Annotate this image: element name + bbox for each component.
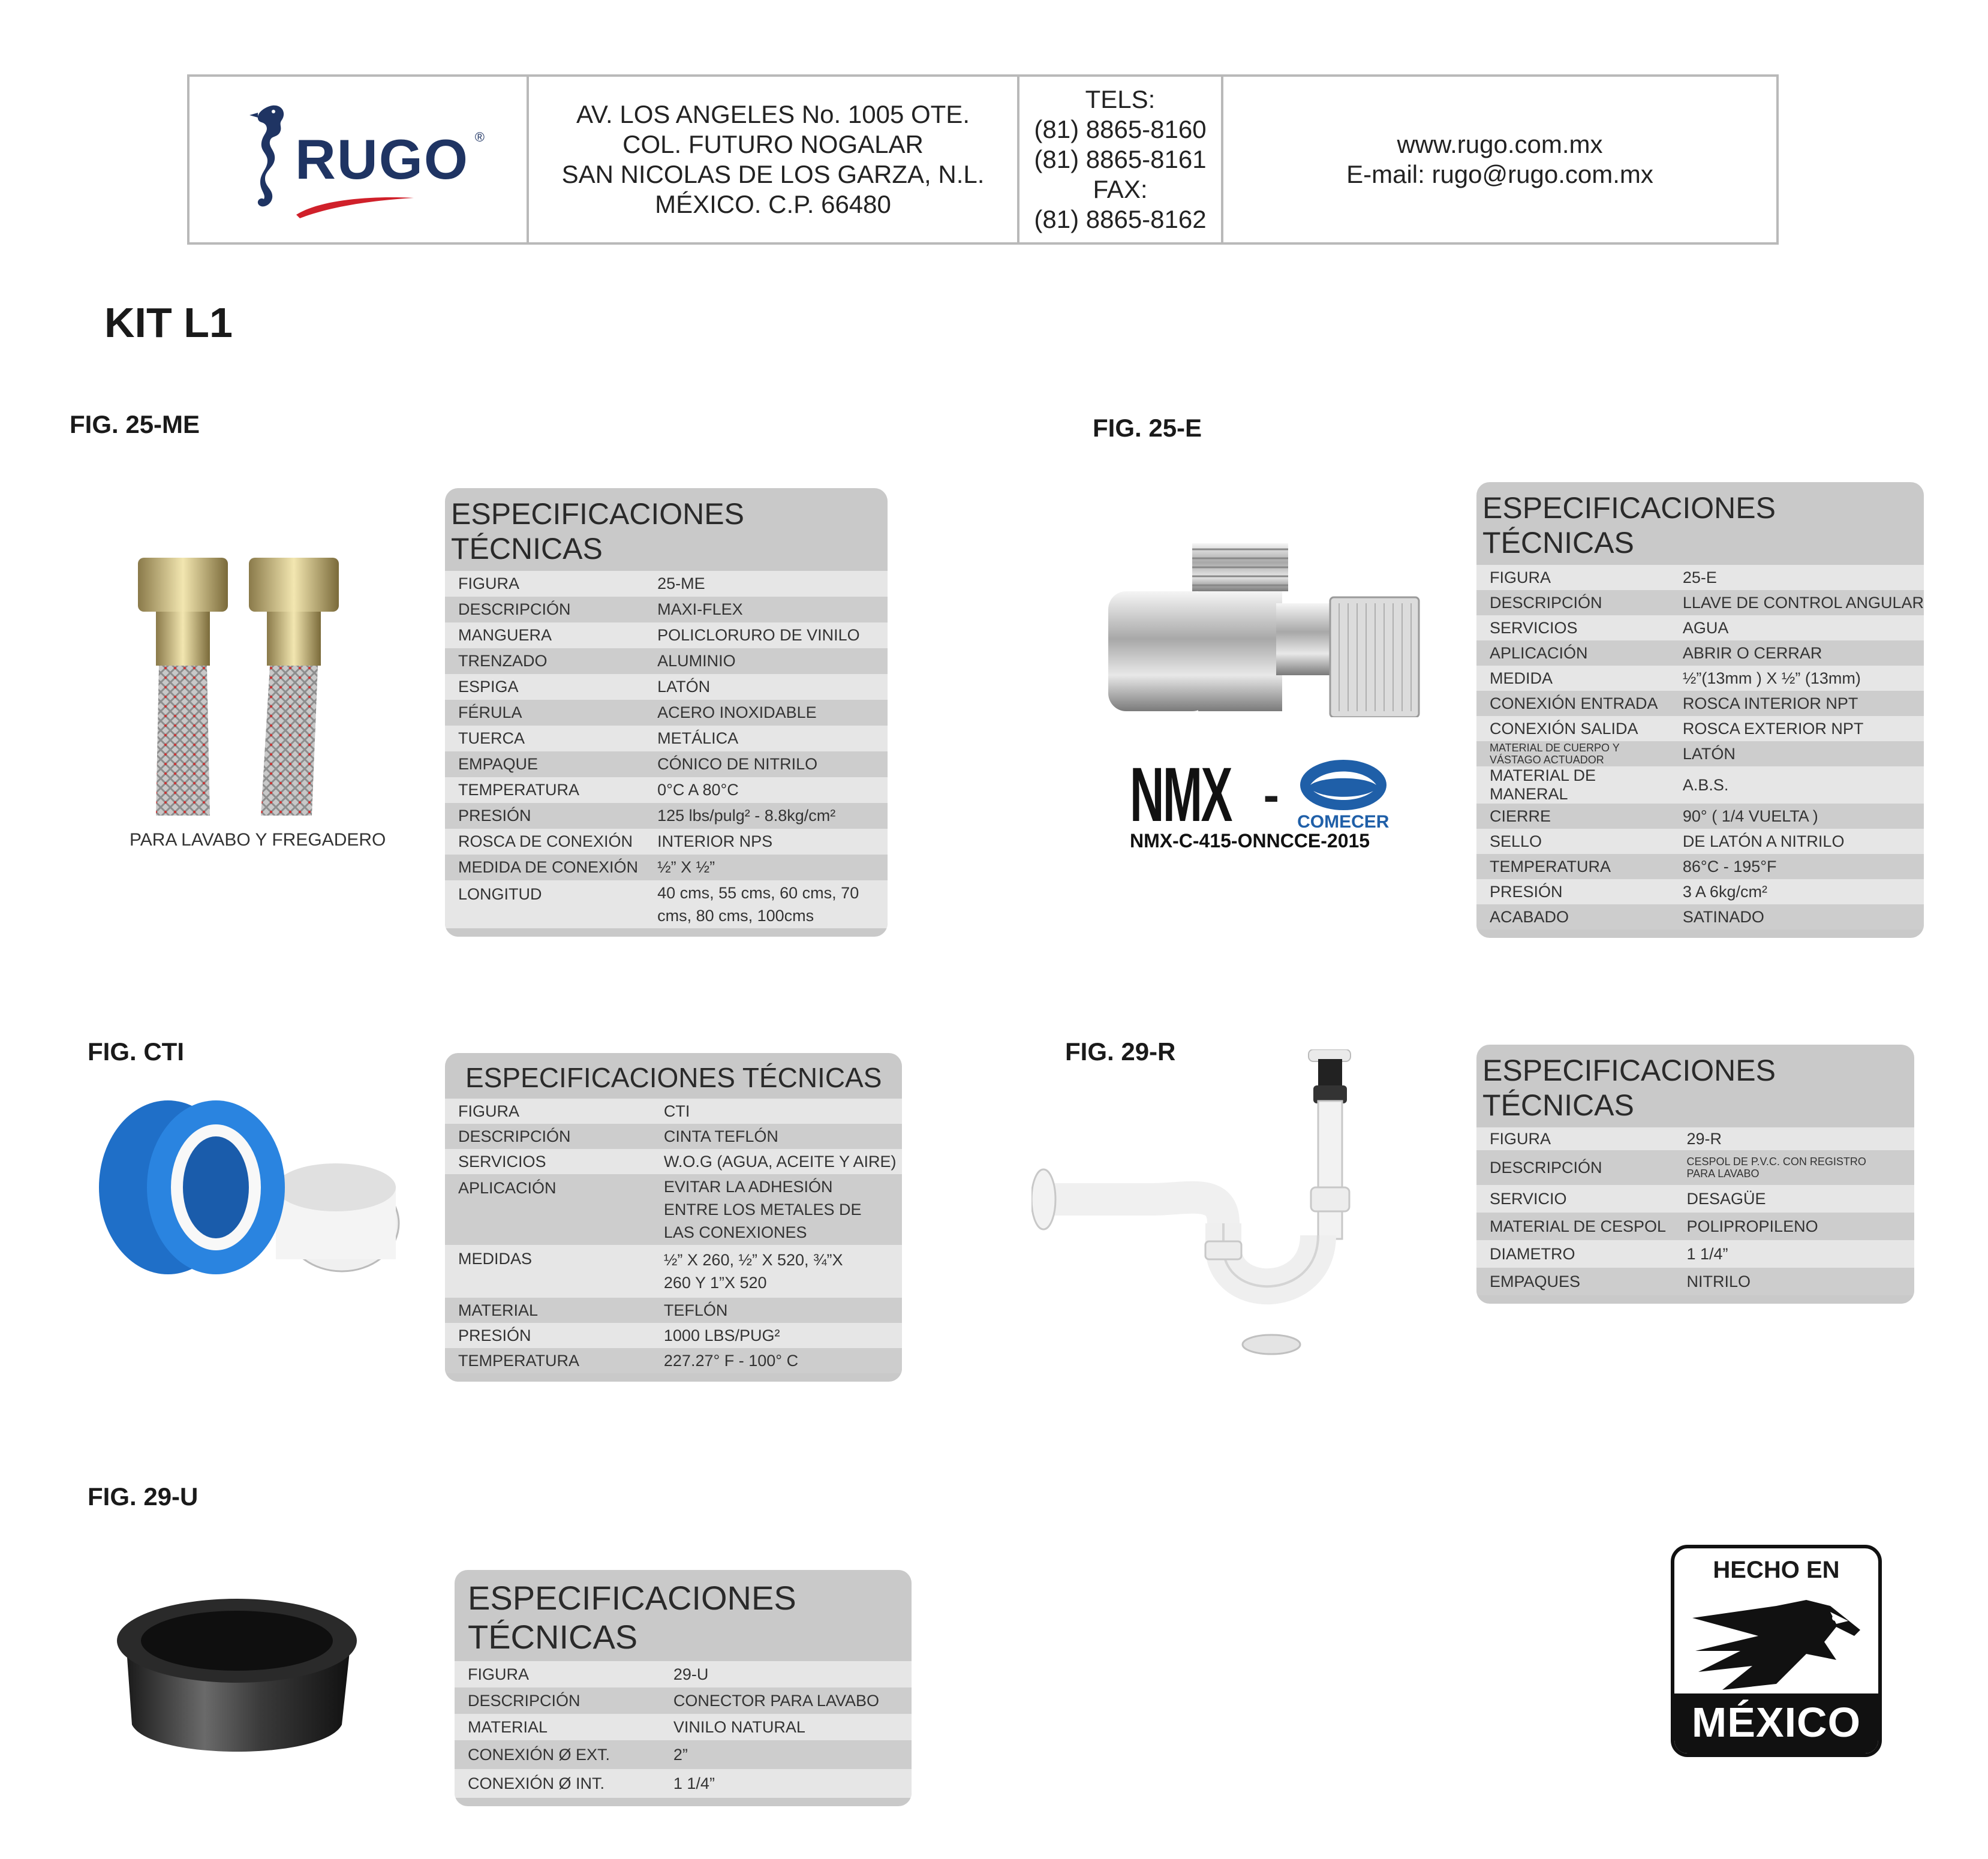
- spec-heading: ESPECIFICACIONES TÉCNICAS: [451, 497, 744, 565]
- table-row: [445, 1124, 902, 1149]
- spec-value: TEFLÓN: [651, 1298, 902, 1323]
- address-cell: [529, 77, 1019, 242]
- fig-25e-label: FIG. 25-E: [1093, 414, 1202, 442]
- table-row: [445, 829, 888, 855]
- table-row: [445, 726, 888, 751]
- fig-cti-label: FIG. CTI: [88, 1037, 184, 1066]
- table-row: [445, 1348, 902, 1373]
- spec-value: 1 1/4”: [660, 1769, 912, 1798]
- tels-label: TELS:: [1085, 85, 1156, 113]
- spec-value: MAXI-FLEX: [644, 597, 888, 622]
- table-row: [1476, 1150, 1914, 1185]
- spec-key: DESCRIPCIÓN: [445, 1124, 651, 1149]
- table-row: [1476, 804, 1924, 829]
- spec-rows-29r: [1476, 1127, 1914, 1295]
- table-row: [445, 751, 888, 777]
- table-row: [445, 855, 888, 880]
- rugo-logo: [247, 100, 485, 219]
- table-row: [445, 648, 888, 674]
- spec-value: 25-E: [1670, 565, 1924, 590]
- table-row: [445, 674, 888, 700]
- spec-key: APLICACIÓN: [1476, 640, 1670, 666]
- hecho-en-text: HECHO EN: [1713, 1557, 1840, 1583]
- table-row: [1476, 691, 1924, 716]
- registered-mark: ®: [474, 130, 485, 145]
- phone-1: (81) 8865-8160: [1034, 115, 1207, 143]
- p-trap-image: [1031, 1049, 1379, 1373]
- spec-key: MATERIAL: [445, 1298, 651, 1323]
- table-row: [445, 1174, 902, 1245]
- spec-key: MANGUERA: [445, 622, 644, 648]
- spec-value: ½”(13mm ) X ½” (13mm): [1670, 666, 1924, 691]
- table-row: [455, 1687, 912, 1714]
- spec-key: SELLO: [1476, 829, 1670, 854]
- table-row: [445, 777, 888, 803]
- spec-key: ACABADO: [1476, 904, 1670, 930]
- fig-29u-label: FIG. 29-U: [88, 1482, 199, 1511]
- spec-rows-25e: [1476, 565, 1924, 930]
- fax-number: (81) 8865-8162: [1034, 205, 1207, 233]
- spec-value: 0°C A 80°C: [644, 777, 888, 803]
- logo-wordmark: RUGO: [295, 128, 469, 191]
- table-row: [1476, 565, 1924, 590]
- spec-key: TEMPERATURA: [1476, 854, 1670, 879]
- spec-key: FIGURA: [1476, 565, 1670, 590]
- logo-cell: [190, 77, 529, 242]
- spec-key: PRESIÓN: [1476, 879, 1670, 904]
- rubber-connector-image: [114, 1581, 360, 1767]
- spec-key: TEMPERATURA: [445, 777, 644, 803]
- spec-value: 1 1/4”: [1674, 1240, 1915, 1268]
- address-line-2: COL. FUTURO NOGALAR: [622, 130, 924, 158]
- spec-value: POLIPROPILENO: [1674, 1213, 1915, 1240]
- spec-table-29u: [455, 1570, 912, 1806]
- table-row: [455, 1661, 912, 1687]
- table-row: [445, 1323, 902, 1348]
- spec-value: ALUMINIO: [644, 648, 888, 674]
- spec-heading: ESPECIFICACIONES TÉCNICAS: [1482, 1054, 1776, 1122]
- table-row: [1476, 829, 1924, 854]
- table-row: [1476, 854, 1924, 879]
- spec-key: SERVICIOS: [1476, 615, 1670, 640]
- spec-key: CIERRE: [1476, 804, 1670, 829]
- spec-rows-cti: [445, 1099, 902, 1373]
- spec-key: MEDIDA DE CONEXIÓN: [445, 855, 644, 880]
- spec-value: AGUA: [1670, 615, 1924, 640]
- spec-value: 90° ( 1/4 VUELTA ): [1670, 804, 1924, 829]
- table-row: [445, 622, 888, 648]
- address-line-1: AV. LOS ANGELES No. 1005 OTE.: [576, 100, 970, 128]
- table-row: [445, 1298, 902, 1323]
- spec-heading: ESPECIFICACIONES TÉCNICAS: [1482, 491, 1776, 559]
- spec-value: 29-U: [660, 1661, 912, 1687]
- spec-value: NITRILO: [1674, 1268, 1915, 1295]
- spec-value: DE LATÓN A NITRILO: [1670, 829, 1924, 854]
- nmx-dash: -: [1263, 768, 1280, 822]
- spec-key: EMPAQUE: [445, 751, 644, 777]
- fig-29r-label: FIG. 29-R: [1065, 1037, 1176, 1066]
- spec-key: MATERIAL DE CUERPO Y VÁSTAGO ACTUADOR: [1476, 741, 1670, 766]
- spec-key: CONEXIÓN Ø INT.: [455, 1769, 660, 1798]
- website-link[interactable]: www.rugo.com.mx: [1397, 130, 1603, 158]
- table-row: [1476, 666, 1924, 691]
- spec-key: TUERCA: [445, 726, 644, 751]
- table-row: [1476, 904, 1924, 930]
- spec-key: DESCRIPCIÓN: [445, 597, 644, 622]
- spec-key: DESCRIPCIÓN: [1476, 1150, 1674, 1185]
- spec-key: LONGITUD: [445, 880, 644, 928]
- spec-value: ½” X ½”: [644, 855, 888, 880]
- spec-value: ROSCA EXTERIOR NPT: [1670, 716, 1924, 741]
- spec-value: CESPOL DE P.V.C. CON REGISTRO PARA LAVABO: [1674, 1150, 1915, 1185]
- table-row: [455, 1769, 912, 1798]
- spec-rows-29u: [455, 1661, 912, 1798]
- spec-key: ESPIGA: [445, 674, 644, 700]
- spec-key: SERVICIOS: [445, 1149, 651, 1174]
- table-row: [445, 1245, 902, 1298]
- table-row: [445, 1149, 902, 1174]
- spec-key: MATERIAL DE CESPOL: [1476, 1213, 1674, 1240]
- spec-value: 2”: [660, 1740, 912, 1769]
- nmx-logo: [1130, 751, 1389, 839]
- table-row: [1476, 1268, 1914, 1295]
- spec-key: PRESIÓN: [445, 803, 644, 829]
- spec-value: CTI: [651, 1099, 902, 1124]
- spec-value: 25-ME: [644, 571, 888, 597]
- address-line-3: SAN NICOLAS DE LOS GARZA, N.L.: [561, 160, 985, 188]
- spec-key: CONEXIÓN ENTRADA: [1476, 691, 1670, 716]
- spec-key: CONEXIÓN SALIDA: [1476, 716, 1670, 741]
- table-row: [445, 880, 888, 928]
- spec-key: CONEXIÓN Ø EXT.: [455, 1740, 660, 1769]
- spec-table-cti: [445, 1053, 902, 1382]
- spec-value: ACERO INOXIDABLE: [644, 700, 888, 726]
- spec-key: FIGURA: [455, 1661, 660, 1687]
- seahorse-icon: [247, 100, 289, 219]
- spec-rows-25me: [445, 571, 888, 928]
- mexico-text: MÉXICO: [1674, 1693, 1878, 1753]
- fig-25me-label: FIG. 25-ME: [70, 410, 200, 438]
- spec-key: TEMPERATURA: [445, 1348, 651, 1373]
- spec-value: A.B.S.: [1670, 766, 1924, 804]
- spec-heading: ESPECIFICACIONES TÉCNICAS: [468, 1579, 796, 1656]
- spec-key: DIAMETRO: [1476, 1240, 1674, 1268]
- address-line-4: MÉXICO. C.P. 66480: [655, 190, 891, 218]
- spec-key: MATERIAL DE MANERAL: [1476, 766, 1670, 804]
- spec-value: ABRIR O CERRAR: [1670, 640, 1924, 666]
- spec-value: INTERIOR NPS: [644, 829, 888, 855]
- table-row: [1476, 615, 1924, 640]
- spec-key: ROSCA DE CONEXIÓN: [445, 829, 644, 855]
- spec-value: W.O.G (AGUA, ACEITE Y AIRE): [651, 1149, 902, 1174]
- table-row: [1476, 1185, 1914, 1213]
- table-row: [1476, 640, 1924, 666]
- table-row: [445, 1099, 902, 1124]
- spec-value: 1000 LBS/PUG²: [651, 1323, 902, 1348]
- hose-caption: PARA LAVABO Y FREGADERO: [130, 830, 386, 850]
- spec-key: EMPAQUES: [1476, 1268, 1674, 1295]
- spec-value: 227.27° F - 100° C: [651, 1348, 902, 1373]
- phone-cell: [1019, 77, 1223, 242]
- table-row: [445, 597, 888, 622]
- spec-value: 40 cms, 55 cms, 60 cms, 70 cms, 80 cms, 100cms: [644, 880, 888, 928]
- spec-value: LLAVE DE CONTROL ANGULAR: [1670, 590, 1924, 615]
- spec-key: TRENZADO: [445, 648, 644, 674]
- spec-key: MEDIDAS: [445, 1245, 651, 1298]
- comecer-logo: [1297, 758, 1389, 832]
- spec-table-25e: [1476, 482, 1924, 938]
- spec-table-29r: [1476, 1045, 1914, 1304]
- spec-key: PRESIÓN: [445, 1323, 651, 1348]
- spec-value: EVITAR LA ADHESIÓN ENTRE LOS METALES DE LAS CONEXIONES: [651, 1174, 902, 1245]
- red-swoosh-icon: [295, 194, 415, 218]
- spec-value: CONECTOR PARA LAVABO: [660, 1687, 912, 1714]
- spec-value: 3 A 6kg/cm²: [1670, 879, 1924, 904]
- spec-key: DESCRIPCIÓN: [455, 1687, 660, 1714]
- spec-value: 125 lbs/pulg² - 8.8kg/cm²: [644, 803, 888, 829]
- table-row: [1476, 766, 1924, 804]
- table-row: [445, 803, 888, 829]
- table-row: [1476, 590, 1924, 615]
- spec-key: SERVICIO: [1476, 1185, 1674, 1213]
- nmx-wordmark: NMX: [1130, 752, 1231, 838]
- spec-value: VINILO NATURAL: [660, 1714, 912, 1740]
- eagle-icon: [1686, 1594, 1872, 1696]
- spec-key: FÉRULA: [445, 700, 644, 726]
- email-link[interactable]: E-mail: rugo@rugo.com.mx: [1346, 160, 1653, 188]
- page-title: KIT L1: [104, 299, 233, 346]
- hecho-en-mexico-badge: [1671, 1545, 1882, 1757]
- spec-value: CÓNICO DE NITRILO: [644, 751, 888, 777]
- hose-image: [132, 558, 348, 822]
- spec-key: APLICACIÓN: [445, 1174, 651, 1245]
- spec-value: METÁLICA: [644, 726, 888, 751]
- spec-table-25me: [445, 488, 888, 937]
- spec-value: ROSCA INTERIOR NPT: [1670, 691, 1924, 716]
- table-row: [455, 1740, 912, 1769]
- nmx-standard-code: NMX-C-415-ONNCCE-2015: [1130, 830, 1370, 852]
- spec-value: SATINADO: [1670, 904, 1924, 930]
- web-cell: [1223, 77, 1776, 242]
- spec-value: LATÓN: [644, 674, 888, 700]
- angle-valve-image: [1108, 543, 1420, 717]
- spec-value: DESAGÜE: [1674, 1185, 1915, 1213]
- spec-key: FIGURA: [445, 571, 644, 597]
- phone-2: (81) 8865-8161: [1034, 145, 1207, 173]
- spec-value: POLICLORURO DE VINILO: [644, 622, 888, 648]
- fax-label: FAX:: [1093, 175, 1148, 203]
- table-row: [445, 700, 888, 726]
- table-row: [1476, 741, 1924, 766]
- spec-key: MATERIAL: [455, 1714, 660, 1740]
- table-row: [1476, 1240, 1914, 1268]
- spec-heading: ESPECIFICACIONES TÉCNICAS: [465, 1062, 882, 1093]
- teflon-tape-image: [96, 1097, 402, 1295]
- spec-value: 86°C - 195°F: [1670, 854, 1924, 879]
- table-row: [1476, 879, 1924, 904]
- table-row: [1476, 1213, 1914, 1240]
- spec-key: DESCRIPCIÓN: [1476, 590, 1670, 615]
- spec-value: ½” X 260, ½” X 520, ¾”X 260 Y 1”X 520: [651, 1245, 902, 1298]
- spec-key: MEDIDA: [1476, 666, 1670, 691]
- spec-value: CINTA TEFLÓN: [651, 1124, 902, 1149]
- spec-value: 29-R: [1674, 1127, 1915, 1150]
- comecer-text: COMECER: [1297, 811, 1390, 832]
- spec-value: LATÓN: [1670, 741, 1924, 766]
- table-row: [1476, 716, 1924, 741]
- company-header: [187, 74, 1779, 245]
- table-row: [455, 1714, 912, 1740]
- spec-key: FIGURA: [445, 1099, 651, 1124]
- comecer-swirl-icon: [1298, 758, 1388, 812]
- table-row: [445, 571, 888, 597]
- spec-key: FIGURA: [1476, 1127, 1674, 1150]
- table-row: [1476, 1127, 1914, 1150]
